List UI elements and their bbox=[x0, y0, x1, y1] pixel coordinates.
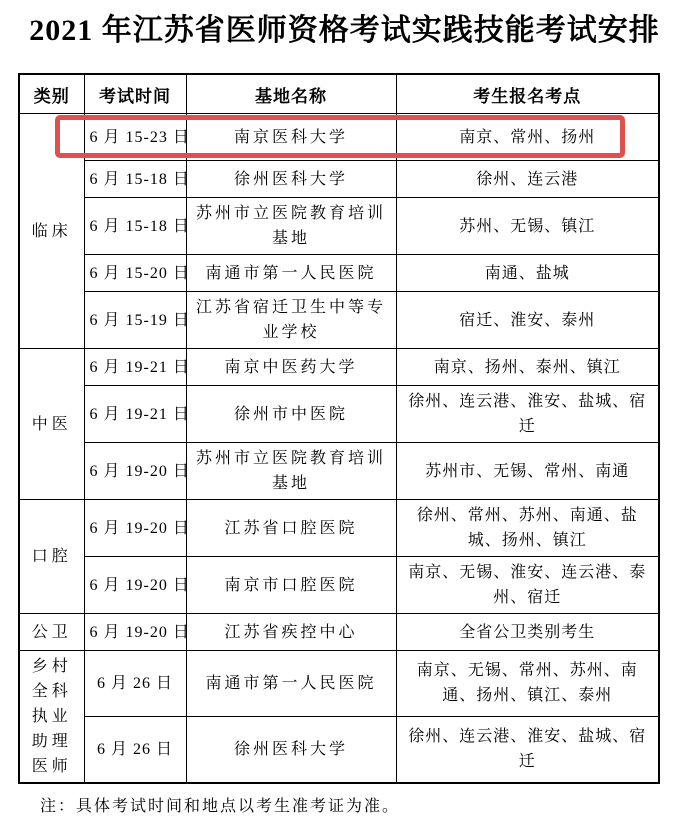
exam-sites-cell: 苏州市、无锡、常州、南通 bbox=[396, 443, 659, 500]
base-name-cell: 南京市口腔医院 bbox=[186, 557, 396, 614]
exam-time-cell: 6 月 15-18 日 bbox=[84, 198, 186, 255]
table-body bbox=[19, 114, 659, 784]
table-row bbox=[19, 255, 659, 292]
column-header-exam-time: 考试时间 bbox=[84, 74, 186, 114]
table-row bbox=[19, 716, 659, 783]
table-row bbox=[19, 161, 659, 198]
exam-sites-cell: 南京、无锡、常州、苏州、南通、扬州、镇江、泰州 bbox=[396, 651, 659, 717]
base-name-cell: 南通市第一人民医院 bbox=[186, 255, 396, 292]
exam-time-cell: 6 月 15-20 日 bbox=[84, 255, 186, 292]
base-name-cell: 江苏省口腔医院 bbox=[186, 500, 396, 557]
highlighted-row bbox=[19, 114, 659, 161]
footnote: 注：具体考试时间和地点以考生准考证为准。 bbox=[40, 798, 401, 815]
base-name-cell: 徐州医科大学 bbox=[186, 161, 396, 198]
exam-sites-cell: 南京、扬州、泰州、镇江 bbox=[396, 349, 659, 386]
base-name-cell: 苏州市立医院教育培训基地 bbox=[186, 443, 396, 500]
base-name-cell: 徐州医科大学 bbox=[186, 716, 396, 783]
table-row bbox=[19, 443, 659, 500]
base-name-cell: 南京中医药大学 bbox=[186, 349, 396, 386]
column-header-exam-sites: 考生报名考点 bbox=[396, 74, 659, 114]
exam-time-cell: 6 月 19-20 日 bbox=[84, 500, 186, 557]
category-cell: 乡村全科执业助理医师 bbox=[19, 651, 84, 784]
exam-time-cell: 6 月 19-21 日 bbox=[84, 386, 186, 443]
exam-time-cell: 6 月 26 日 bbox=[84, 651, 186, 717]
table-row bbox=[19, 292, 659, 349]
table-row bbox=[19, 198, 659, 255]
header-row bbox=[19, 74, 659, 114]
base-name-cell: 江苏省宿迁卫生中等专业学校 bbox=[186, 292, 396, 349]
base-name-cell: 徐州市中医院 bbox=[186, 386, 396, 443]
exam-time-cell: 6 月 15-18 日 bbox=[84, 161, 186, 198]
exam-sites-cell: 南通、盐城 bbox=[396, 255, 659, 292]
exam-time-cell: 6 月 19-20 日 bbox=[84, 614, 186, 651]
table-row bbox=[19, 500, 659, 557]
exam-sites-cell: 徐州、连云港、淮安、盐城、宿迁 bbox=[396, 716, 659, 783]
exam-time-cell: 6 月 15-19 日 bbox=[84, 292, 186, 349]
table-row bbox=[19, 614, 659, 651]
exam-schedule-table bbox=[18, 73, 660, 784]
table-wrapper bbox=[18, 73, 658, 784]
category-cell: 口腔 bbox=[19, 500, 84, 614]
exam-time-cell: 6 月 19-20 日 bbox=[84, 557, 186, 614]
table-row bbox=[19, 651, 659, 717]
category-cell: 临床 bbox=[19, 114, 84, 349]
base-name-cell: 南通市第一人民医院 bbox=[186, 651, 396, 717]
table-row bbox=[19, 349, 659, 386]
category-cell: 中医 bbox=[19, 349, 84, 500]
exam-sites-cell: 徐州、连云港 bbox=[396, 161, 659, 198]
exam-sites-cell: 全省公卫类别考生 bbox=[396, 614, 659, 651]
exam-sites-cell: 南京、无锡、淮安、连云港、泰州、宿迁 bbox=[396, 557, 659, 614]
table-row bbox=[19, 557, 659, 614]
document-page bbox=[0, 2, 689, 815]
category-cell: 公卫 bbox=[19, 614, 84, 651]
exam-sites-cell: 宿迁、淮安、泰州 bbox=[396, 292, 659, 349]
exam-time-cell: 6 月 19-21 日 bbox=[84, 349, 186, 386]
exam-sites-cell: 徐州、连云港、淮安、盐城、宿迁 bbox=[396, 386, 659, 443]
base-name-cell: 江苏省疾控中心 bbox=[186, 614, 396, 651]
exam-time-cell: 6 月 19-20 日 bbox=[84, 443, 186, 500]
exam-sites-cell: 徐州、常州、苏州、南通、盐城、扬州、镇江 bbox=[396, 500, 659, 557]
exam-sites-cell: 苏州、无锡、镇江 bbox=[396, 198, 659, 255]
exam-time-cell: 6 月 26 日 bbox=[84, 716, 186, 783]
column-header-category: 类别 bbox=[19, 74, 84, 114]
page-title: 2021 年江苏省医师资格考试实践技能考试安排 bbox=[29, 14, 660, 47]
base-name-cell: 南京医科大学 bbox=[186, 114, 396, 161]
exam-time-cell: 6 月 15-23 日 bbox=[84, 114, 186, 161]
exam-sites-cell: 南京、常州、扬州 bbox=[396, 114, 659, 161]
column-header-base-name: 基地名称 bbox=[186, 74, 396, 114]
base-name-cell: 苏州市立医院教育培训基地 bbox=[186, 198, 396, 255]
table-row bbox=[19, 386, 659, 443]
